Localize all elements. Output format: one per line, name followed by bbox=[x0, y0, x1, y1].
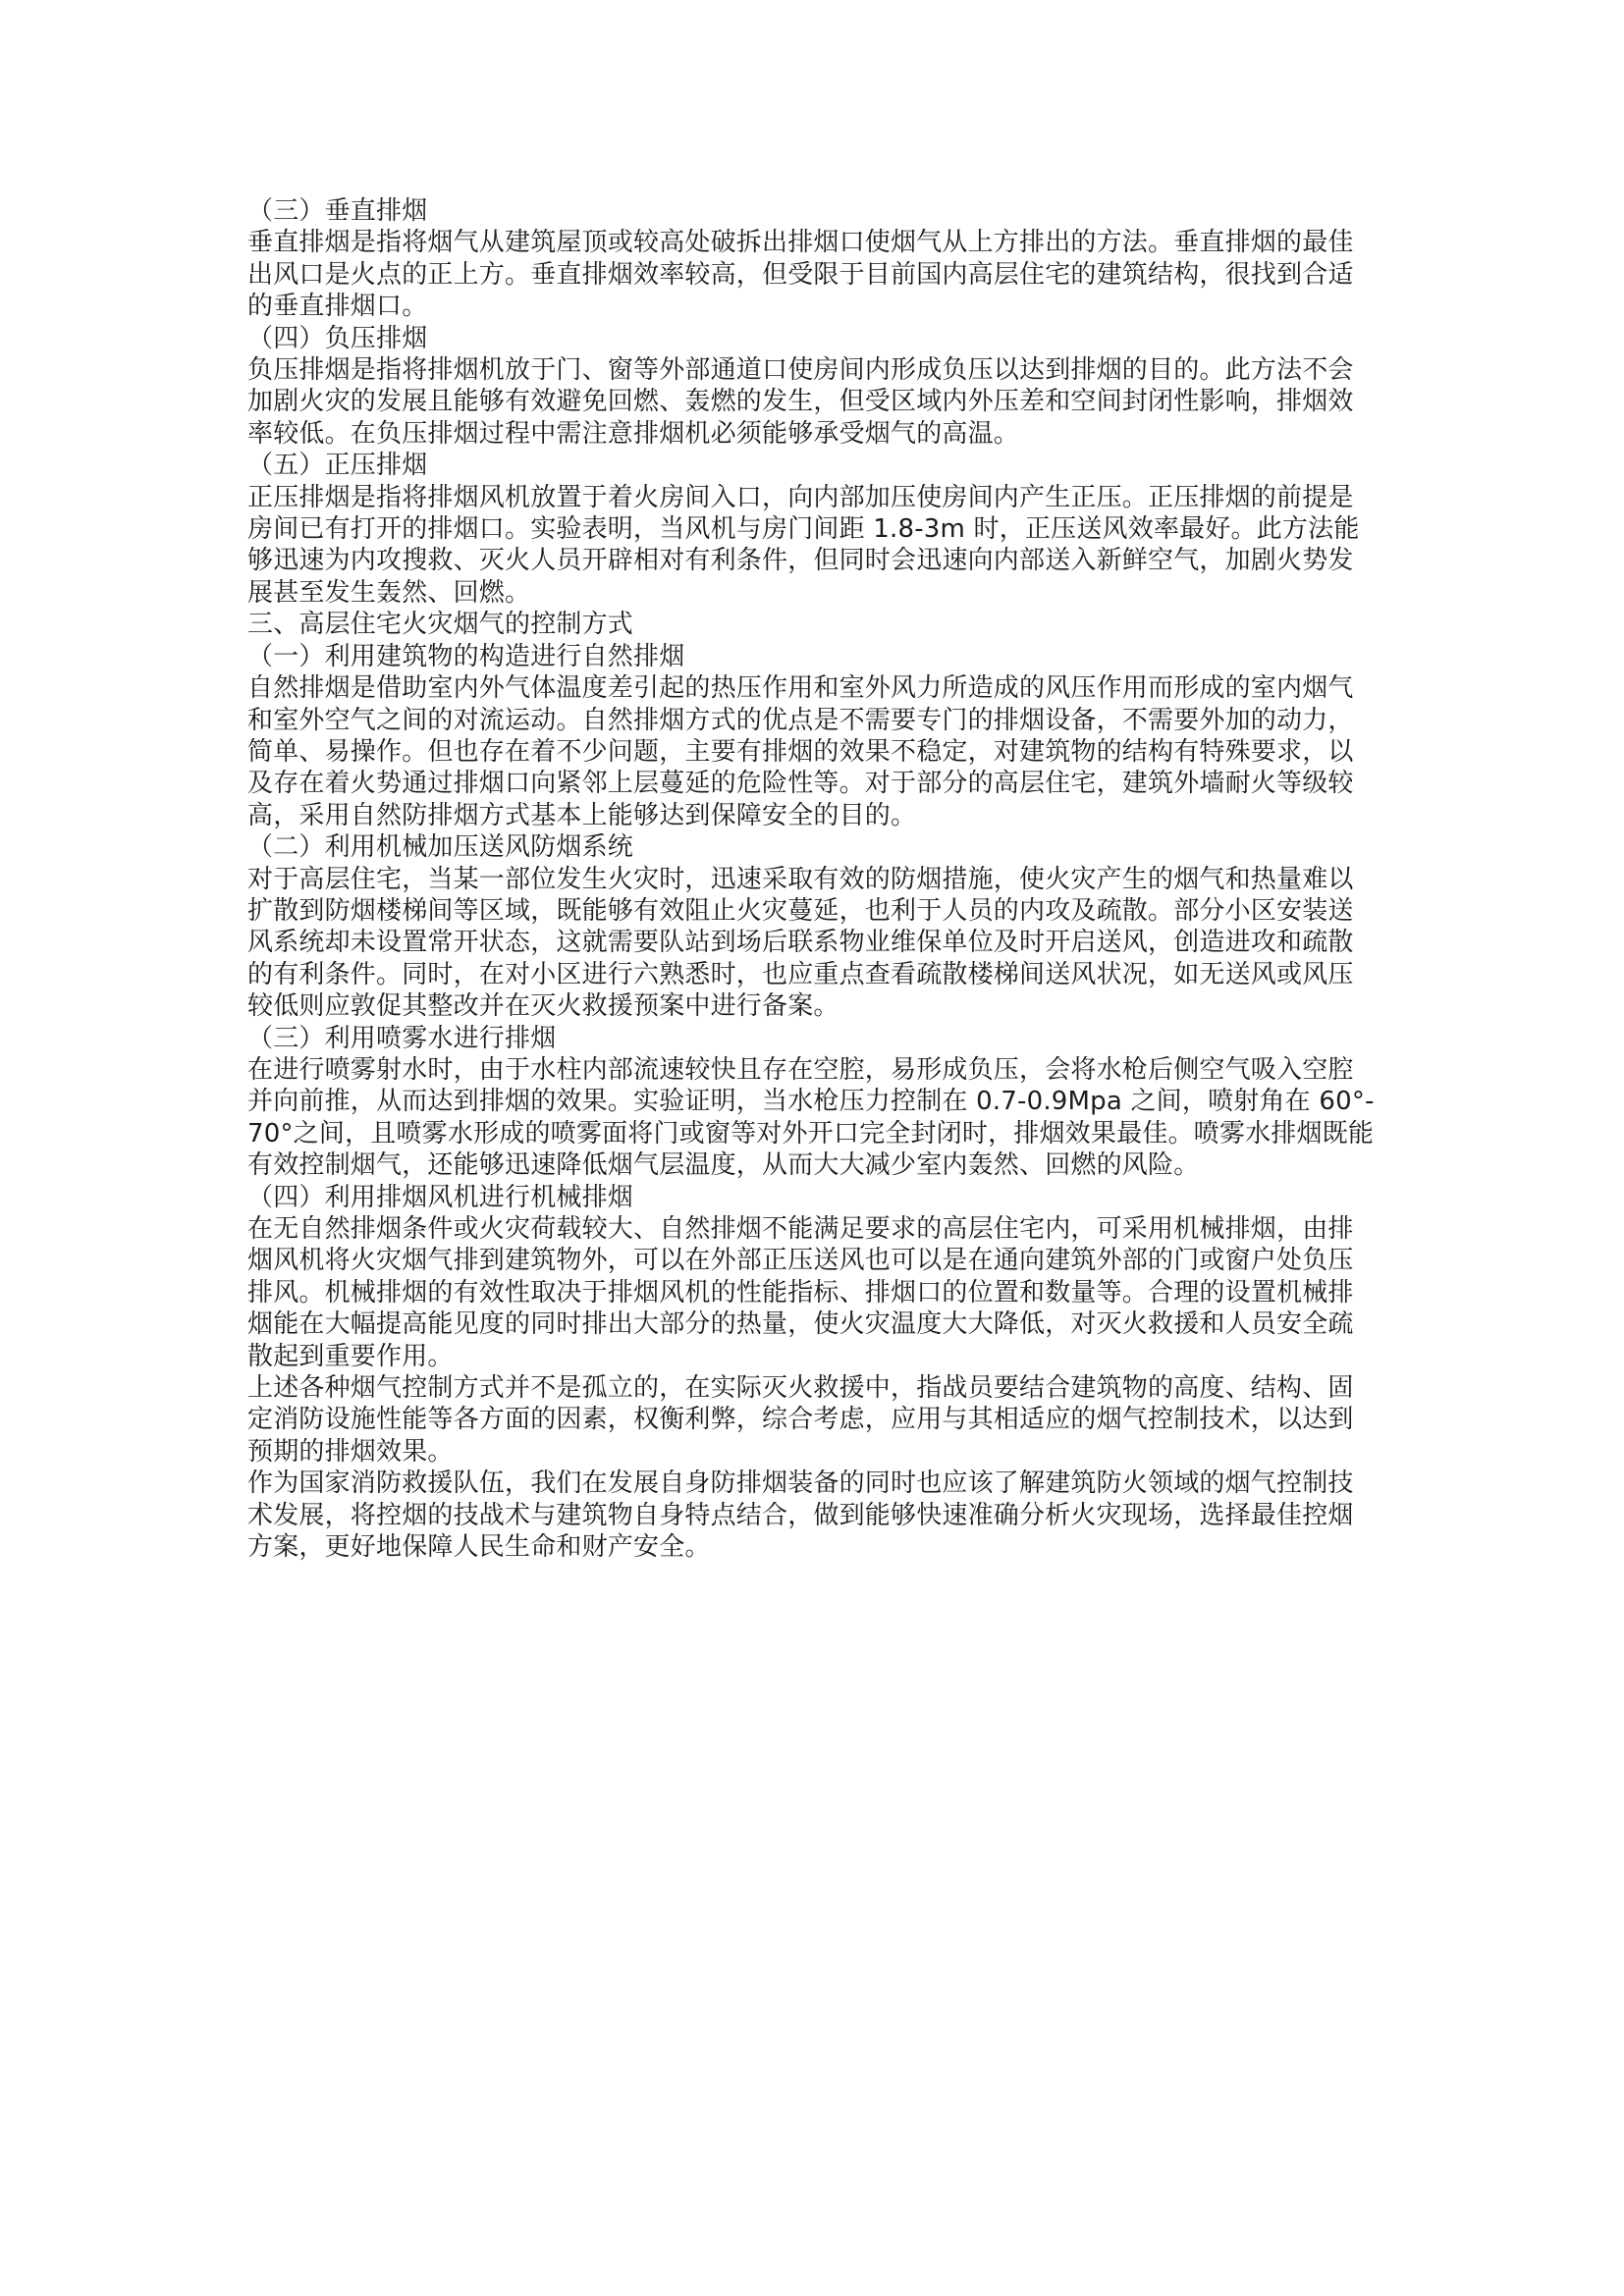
subheading-mechanical-pressurization: （二）利用机械加压送风防烟系统 bbox=[247, 832, 634, 863]
section-heading-control-methods: 三、高层住宅火灾烟气的控制方式 bbox=[247, 610, 634, 640]
subheading-positive-pressure-exhaust: （五）正压排烟 bbox=[247, 451, 428, 481]
paragraph-conclusion: 作为国家消防救援队伍，我们在发展自身防排烟装备的同时也应该了解建筑防火领域的烟气控制技术发展，将控烟的技战术与建筑物自身特点结合，做到能够快速准确分析火灾现场，选择最佳控烟方案，更好地保障人民生命和财产安全。 bbox=[247, 1468, 1354, 1563]
subheading-negative-pressure-exhaust: （四）负压排烟 bbox=[247, 323, 428, 353]
subheading-natural-smoke-exhaust: （一）利用建筑物的构造进行自然排烟 bbox=[247, 641, 685, 671]
subheading-spray-water-exhaust: （三）利用喷雾水进行排烟 bbox=[247, 1023, 557, 1053]
subheading-mechanical-fan-exhaust: （四）利用排烟风机进行机械排烟 bbox=[247, 1182, 634, 1212]
paragraph-positive-pressure-exhaust: 正压排烟是指将排烟风机放置于着火房间入口，向内部加压使房间内产生正压。正压排烟的前提是房间已有打开的排烟口。实验表明，当风机与房门间距 1.8-3m 时，正压送风效率最好。此方法能够迅速为内攻搜救、灭火人员开辟相对有利条件，但同时会迅速向内部送入新鲜空气，加剧火势发展甚至发生轰然、回燃。 bbox=[247, 482, 1360, 608]
subheading-vertical-smoke-exhaust: （三）垂直排烟 bbox=[247, 196, 428, 226]
paragraph-summary: 上述各种烟气控制方式并不是孤立的，在实际灭火救援中，指战员要结合建筑物的高度、结构、固定消防设施性能等各方面的因素，权衡利弊，综合考虑，应用与其相适应的烟气控制技术，以达到预期的排烟效果。 bbox=[247, 1373, 1354, 1467]
paragraph-negative-pressure-exhaust: 负压排烟是指将排烟机放于门、窗等外部通道口使房间内形成负压以达到排烟的目的。此方法不会加剧火灾的发展且能够有效避免回燃、轰燃的发生，但受区域内外压差和空间封闭性影响，排烟效率较低。在负压排烟过程中需注意排烟机必须能够承受烟气的高温。 bbox=[247, 355, 1354, 449]
paragraph-natural-smoke-exhaust: 自然排烟是借助室内外气体温度差引起的热压作用和室外风力所造成的风压作用而形成的室内烟气和室外空气之间的对流运动。自然排烟方式的优点是不需要专门的排烟设备，不需要外加的动力，简单、易操作。但也存在着不少问题，主要有排烟的效果不稳定，对建筑物的结构有特殊要求，以及存在着火势通过排烟口向紧邻上层蔓延的危险性等。对于部分的高层住宅，建筑外墙耐火等级较高，采用自然防排烟方式基本上能够达到保障安全的目的。 bbox=[247, 673, 1354, 830]
paragraph-mechanical-fan-exhaust: 在无自然排烟条件或火灾荷载较大、自然排烟不能满足要求的高层住宅内，可采用机械排烟，由排烟风机将火灾烟气排到建筑物外，可以在外部正压送风也可以是在通向建筑外部的门或窗户处负压排风。机械排烟的有效性取决于排烟风机的性能指标、排烟口的位置和数量等。合理的设置机械排烟能在大幅提高能见度的同时排出大部分的热量，使火灾温度大大降低，对灭火救援和人员安全疏散起到重要作用。 bbox=[247, 1214, 1354, 1371]
paragraph-spray-water-exhaust: 在进行喷雾射水时，由于水柱内部流速较快且存在空腔，易形成负压，会将水枪后侧空气吸入空腔并向前推，从而达到排烟的效果。实验证明，当水枪压力控制在 0.7-0.9Mpa 之间，喷射角在 60°-70°之间，且喷雾水形成的喷雾面将门或窗等对外开口完全封闭时，排烟效果最佳。喷雾水排烟既能有效控制烟气，还能够迅速降低烟气层温度，从而大大减少室内轰然、回燃的风险。 bbox=[247, 1054, 1375, 1181]
document-body bbox=[247, 195, 1377, 1563]
paragraph-vertical-smoke-exhaust: 垂直排烟是指将烟气从建筑屋顶或较高处破拆出排烟口使烟气从上方排出的方法。垂直排烟的最佳出风口是火点的正上方。垂直排烟效率较高，但受限于目前国内高层住宅的建筑结构，很找到合适的垂直排烟口。 bbox=[247, 228, 1354, 322]
paragraph-mechanical-pressurization: 对于高层住宅，当某一部位发生火灾时，迅速采取有效的防烟措施，使火灾产生的烟气和热量难以扩散到防烟楼梯间等区域，既能够有效阻止火灾蔓延，也利于人员的内攻及疏散。部分小区安装送风系统却未设置常开状态，这就需要队站到场后联系物业维保单位及时开启送风，创造进攻和疏散的有利条件。同时，在对小区进行六熟悉时，也应重点查看疏散楼梯间送风状况，如无送风或风压较低则应敦促其整改并在灭火救援预案中进行备案。 bbox=[247, 864, 1354, 1022]
